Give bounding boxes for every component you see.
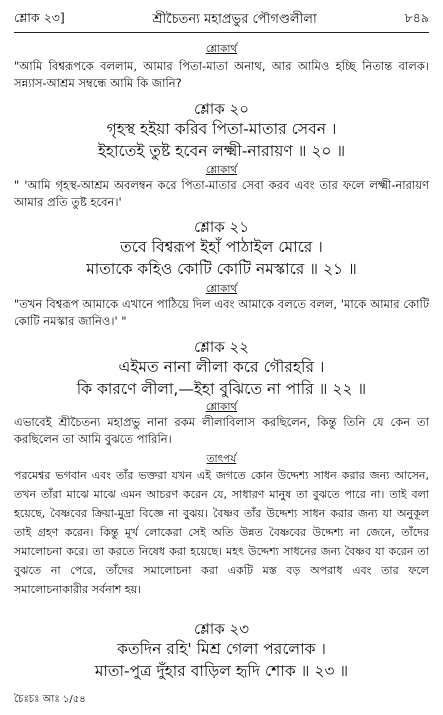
page-footer: চৈঃচঃ আঃ ১/৫৪ xyxy=(14,694,86,705)
page-header xyxy=(14,8,429,33)
translation-22: এভাবেই শ্রীচৈতন্য মহাপ্রভু নানা রকম লীলাবিলাস করছিলেন, কিন্তু তিনি যে কেন তা করছিলেন তা আমি বুঝতে পারিনি। xyxy=(14,415,429,446)
page-number: ৮৪৯ xyxy=(404,10,429,25)
header-verse-ref: শ্লোক ২৩] xyxy=(14,10,65,25)
verse-22-line-2: কি কারণে লীলা,—ইহা বুঝিতে না পারি ॥ ২২ ॥ xyxy=(76,380,367,398)
verse-title-23: শ্লোক ২৩ xyxy=(194,620,249,638)
verse-20-line-1: গৃহস্থ হইয়া করিব পিতা-মাতার সেবন । xyxy=(106,120,337,138)
purport-label: তাৎপর্য xyxy=(206,453,237,465)
verse-23 xyxy=(14,638,429,682)
verse-21-line-1: তবে বিশ্বরূপ ইহাঁ পাঠাইল মোরে । xyxy=(120,238,323,256)
verse-23-line-2: মাতা-পুত্র দুঁহার বাড়িল হৃদি শোক ॥ ২৩ ॥ xyxy=(94,662,349,680)
verse-22-line-1: এইমত নানা লীলা করে গৌরহরি । xyxy=(118,358,325,376)
translation-label: শ্লোকার্থ xyxy=(205,43,238,55)
translation-20: " 'আমি গৃহস্থ-আশ্রম অবলম্বন করে পিতা-মাতার সেবা করব এবং তার ফলে লক্ষ্মী-নারায়ণ আমার প্রতি তুষ্ট হবেন।' xyxy=(14,178,429,209)
translation-label: শ্লোকার্থ xyxy=(205,283,238,295)
verse-21 xyxy=(14,236,429,280)
translation-19: "আমি বিশ্বরূপকে বললাম, আমার পিতা-মাতা অনাথ, আর আমিও হচ্ছি নিতান্ত বালক। সন্ন্যাস-আশ্রম সম্বন্ধে আমি কি জানি? xyxy=(14,59,429,90)
verse-title-22: শ্লোক ২২ xyxy=(194,338,249,356)
translation-label: শ্লোকার্থ xyxy=(205,401,238,413)
verse-23-line-1: কতদিন রহি' মিশ্র গেলা পরলোক । xyxy=(117,640,326,658)
verse-22 xyxy=(14,356,429,400)
verse-20-line-2: ইহাতেই তুষ্ট হবেন লক্ষ্মী-নারায়ণ ॥ ২০ ॥ xyxy=(97,142,346,160)
verse-20 xyxy=(14,118,429,162)
verse-title-21: শ্লোক ২১ xyxy=(194,218,249,236)
translation-label: শ্লোকার্থ xyxy=(205,164,238,176)
translation-21: "তখন বিশ্বরূপ আমাকে এখানে পাঠিয়ে দিল এবং আমাকে বলতে বলল, 'মাকে আমার কোটি কোটি নমস্কার জানিও।' " xyxy=(14,297,429,328)
purport-22: পরমেশ্বর ভগবান এবং তাঁর ভক্তরা যখন এই জগতে কোন উদ্দেশ্য সাধন করার জন্য আসেন, তখন তাঁরা মাঝে মাঝে এমন আচরণ করেন যে, সাধারণ মানুষ তা বুঝতে পারে না। তাই বলা হয়েছে, বৈষ্ণবের ক্রিয়া-মুদ্রা বিজ্ঞে না বুঝয়। বৈষ্ণব তাঁর উদ্দেশ্য সাধন করার জন্য যা অনুকূল তাই গ্রহণ করেন। কিন্তু মূর্খ লোকেরা সেই অতি উন্নত বৈষ্ণবের উদ্দেশ্য না জেনে, তাঁদের সমালোচনা করে। তা করতে নিষেধ করা হয়েছে। মহৎ উদ্দেশ্য সাধনের জন্য বৈষ্ণব যা করেন তা বুঝতে না পেরে, তাঁদের সমালোচনা করা একটি মস্ত বড় অপরাধ এবং তার ফলে সমালোচনাকারীর সর্বনাশ হয়। xyxy=(14,469,429,596)
verse-title-20: শ্লোক ২০ xyxy=(194,100,249,118)
header-title: শ্রীচৈতন্য মহাপ্রভুর পৌগণ্ডলীলা xyxy=(152,11,317,27)
verse-21-line-2: মাতাকে কহিও কোটি কোটি নমস্কারে ॥ ২১ ॥ xyxy=(86,260,357,278)
